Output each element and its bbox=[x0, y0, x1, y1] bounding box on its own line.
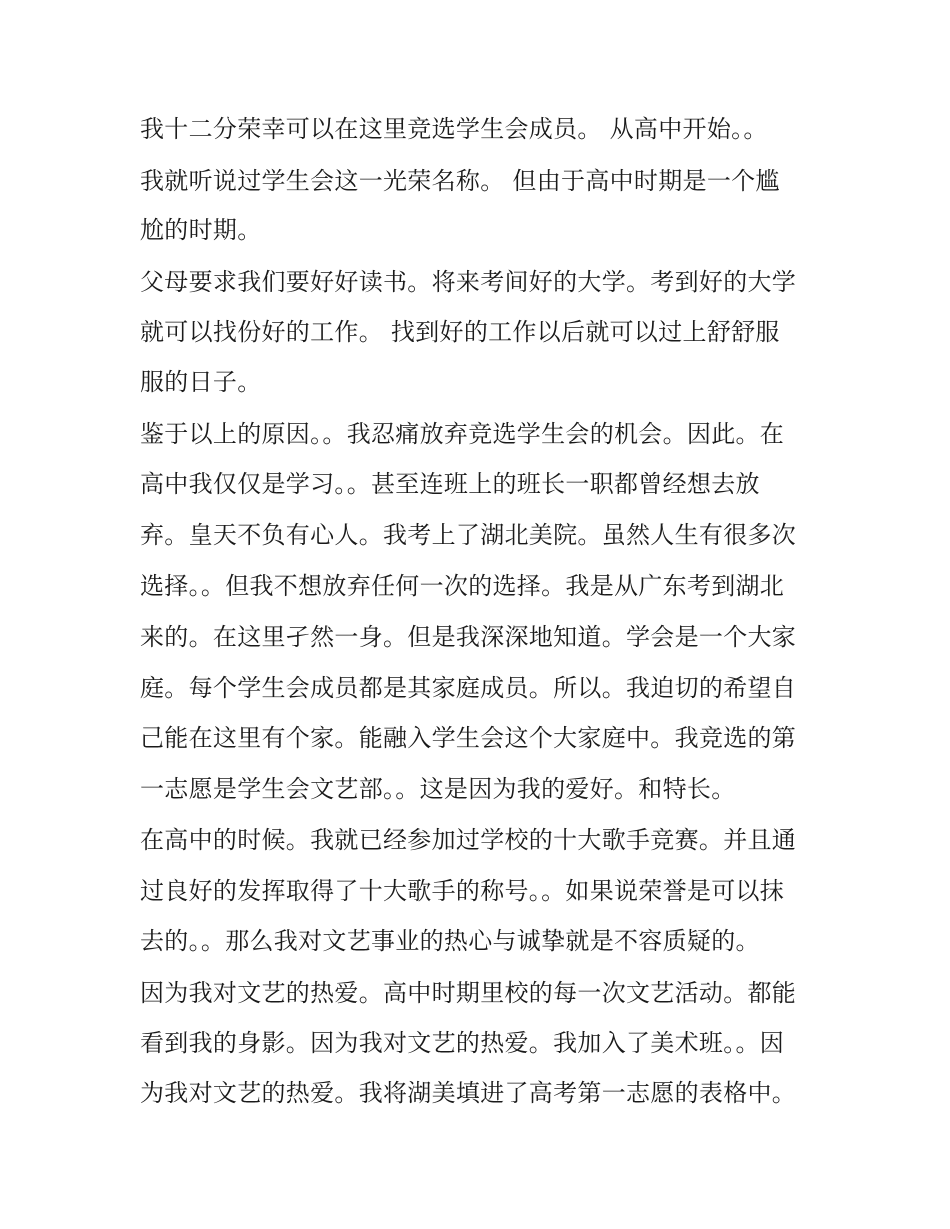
text-line: 我十二分荣幸可以在这里竞选学生会成员。 从高中开始。。 bbox=[140, 115, 768, 143]
text-line: 为我对文艺的热爱。我将湖美填进了高考第一志愿的表格中。 bbox=[140, 1079, 797, 1107]
text-line: 庭。每个学生会成员都是其家庭成员。所以。我迫切的希望自 bbox=[140, 674, 797, 702]
text-line: 在高中的时候。我就已经参加过学校的十大歌手竞赛。并且通 bbox=[140, 826, 797, 854]
text-line: 尬的时期。 bbox=[140, 216, 262, 244]
text-line: 因为我对文艺的热爱。高中时期里校的每一次文艺活动。都能 bbox=[140, 979, 797, 1007]
text-line: 看到我的身影。因为我对文艺的热爱。我加入了美术班。。因 bbox=[140, 1029, 785, 1057]
text-line: 己能在这里有个家。能融入学生会这个大家庭中。我竞选的第 bbox=[140, 724, 797, 752]
text-line: 高中我仅仅是学习。。甚至连班上的班长一职都曾经想去放 bbox=[140, 470, 760, 498]
text-line: 弃。皇天不负有心人。我考上了湖北美院。虽然人生有很多次 bbox=[140, 521, 797, 549]
text-line: 来的。在这里孑然一身。但是我深深地知道。学会是一个大家 bbox=[140, 623, 797, 651]
text-line: 一志愿是学生会文艺部。。这是因为我的爱好。和特长。 bbox=[140, 775, 736, 803]
text-line: 就可以找份好的工作。 找到好的工作以后就可以过上舒舒服 bbox=[140, 318, 780, 346]
text-line: 选择。。但我不想放弃任何一次的选择。我是从广东考到湖北 bbox=[140, 572, 785, 600]
text-line: 父母要求我们要好好读书。将来考间好的大学。考到好的大学 bbox=[140, 268, 797, 296]
text-line: 服的日子。 bbox=[140, 368, 262, 396]
text-line: 我就听说过学生会这一光荣名称。 但由于高中时期是一个尴 bbox=[140, 167, 780, 195]
text-line: 去的。。那么我对文艺事业的热心与诚挚就是不容质疑的。 bbox=[140, 927, 760, 955]
text-line: 鉴于以上的原因。。我忍痛放弃竞选学生会的机会。因此。在 bbox=[140, 420, 785, 448]
text-line: 过良好的发挥取得了十大歌手的称号。。如果说荣誉是可以抹 bbox=[140, 877, 785, 905]
